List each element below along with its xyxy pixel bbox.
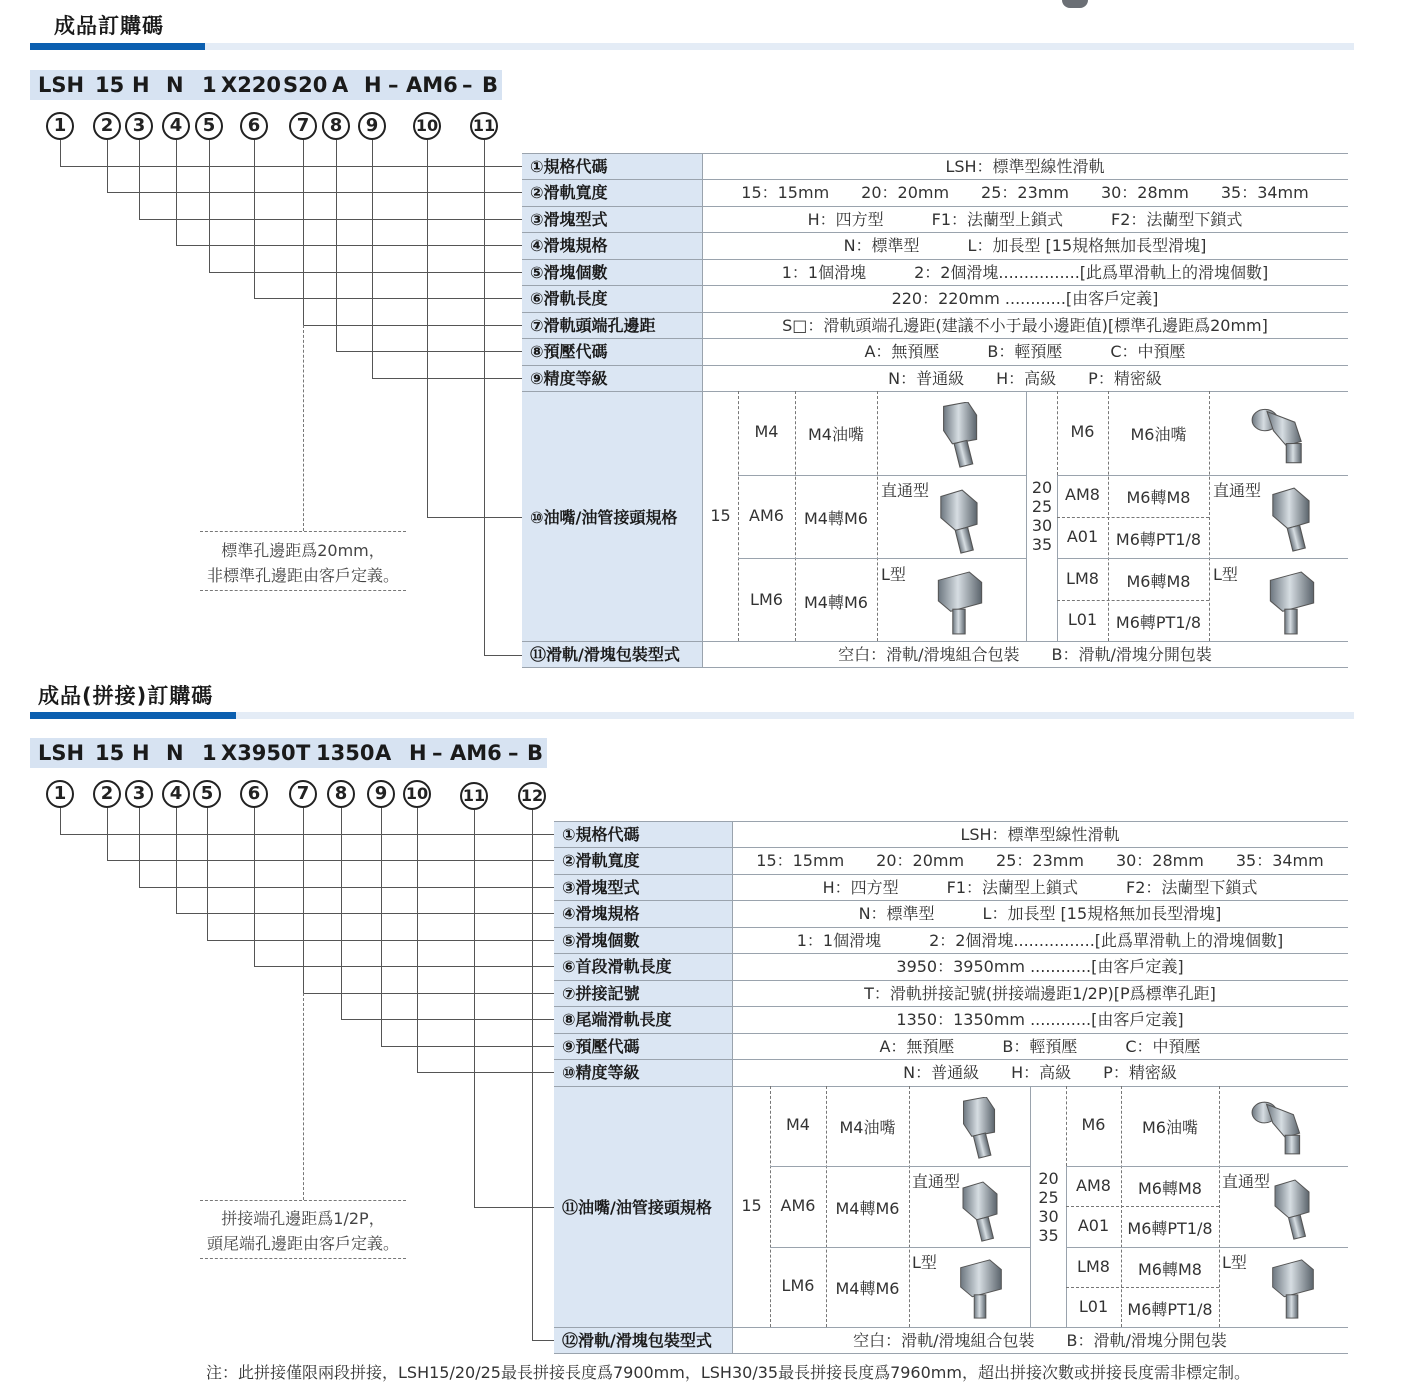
row-value: 空白：滑軌/滑塊組合包裝 B：滑軌/滑塊分開包裝 <box>853 1331 1227 1350</box>
code-part: – <box>508 741 519 765</box>
code-part: S20 <box>283 73 328 97</box>
code-part: AM6 <box>450 741 502 765</box>
nozzle-tag: 直通型 <box>1222 1172 1271 1191</box>
row-value: S□：滑軌頭端孔邊距(建議不小于最小邊距值)[標準孔邊距爲20mm] <box>782 316 1268 335</box>
section1-rule-accent <box>30 43 205 50</box>
angled-nipple-icon <box>1250 402 1314 468</box>
code-part: B <box>482 73 499 97</box>
nozzle-desc: M4轉M6 <box>835 1279 900 1298</box>
row-value: N：標準型 L：加長型 [15規格無加長型滑塊] <box>858 904 1222 923</box>
row-label: ④滑塊規格 <box>562 904 640 923</box>
row-label: ⑧尾端滑軌長度 <box>562 1010 672 1029</box>
code-circle: 2 <box>93 780 121 808</box>
nozzle-code: M6 <box>1070 422 1095 441</box>
code-circle: 5 <box>195 112 223 140</box>
nozzle-size: 25 <box>1038 1188 1059 1207</box>
row-label: ②滑軌寬度 <box>562 851 640 870</box>
code-circle: 6 <box>240 112 268 140</box>
row-value: N：標準型 L：加長型 [15規格無加長型滑塊] <box>843 236 1207 255</box>
angled-nipple-icon <box>1250 1095 1312 1159</box>
nozzle-code: L01 <box>1067 610 1098 629</box>
nozzle-size: 20 <box>1038 1169 1059 1188</box>
row-value: 3950：3950mm ............[由客戶定義] <box>896 957 1184 976</box>
code-circle: 8 <box>327 780 355 808</box>
row-value: 15：15mm 20：20mm 25：23mm 30：28mm 35：34mm <box>741 183 1309 202</box>
row-label: ⑤滑塊個數 <box>562 931 640 950</box>
code-circle: 9 <box>358 112 386 140</box>
code-circle: 1 <box>46 112 74 140</box>
code-part: X220 <box>221 73 282 97</box>
row-label: ②滑軌寬度 <box>530 183 608 202</box>
code-part: AM6 <box>406 73 458 97</box>
nozzle-desc: M6轉M8 <box>1126 488 1191 507</box>
section2-rule-accent <box>30 712 236 719</box>
straight-fitting-icon <box>1266 486 1318 552</box>
row-label: ⑪油嘴/油管接頭規格 <box>562 1198 712 1217</box>
l-fitting-icon <box>934 570 986 636</box>
note-rule-bottom <box>200 1258 406 1259</box>
straight-fitting-icon <box>934 488 986 554</box>
nozzle-desc: M6轉PT1/8 <box>1127 1219 1213 1238</box>
row-value: 220：220mm ............[由客戶定義] <box>891 289 1159 308</box>
code-part: T <box>296 741 311 765</box>
row-value: A：無預壓 B：輕預壓 C：中預壓 <box>864 342 1186 361</box>
grease-nipple-icon <box>954 1097 1002 1159</box>
code-part: H <box>132 73 150 97</box>
code-part: A <box>332 73 349 97</box>
row-label: ①規格代碼 <box>530 157 608 176</box>
nozzle-size: 35 <box>1031 535 1053 554</box>
code-part: H <box>132 741 150 765</box>
nozzle-desc: M4轉M6 <box>804 593 868 612</box>
row-label: ④滑塊規格 <box>530 236 608 255</box>
code-part: N <box>166 73 184 97</box>
row-value: H：四方型 F1：法蘭型上鎖式 F2：法蘭型下鎖式 <box>807 210 1243 229</box>
section1-note <box>190 538 416 588</box>
code-part: LSH <box>38 741 85 765</box>
nozzle-desc: M6轉M8 <box>1126 572 1191 591</box>
nozzle-size: 20 <box>1031 478 1053 497</box>
code-circle: 11 <box>470 112 498 140</box>
row-value: N：普通級 H：高級 P：精密級 <box>903 1063 1177 1082</box>
code-part: H <box>409 741 427 765</box>
code-circle: 4 <box>162 112 190 140</box>
nozzle-code: LM6 <box>750 590 783 609</box>
code-part: 1 <box>202 73 217 97</box>
nozzle-desc: M6轉PT1/8 <box>1115 530 1202 549</box>
nozzle-tag: L型 <box>1222 1253 1247 1272</box>
code-part: LSH <box>38 73 85 97</box>
nozzle-desc: M6油嘴 <box>1130 425 1187 444</box>
nozzle-code: LM8 <box>1066 569 1099 588</box>
row-value: A：無預壓 B：輕預壓 C：中預壓 <box>879 1037 1201 1056</box>
nozzle-code: LM6 <box>781 1276 815 1295</box>
nozzle-code: AM8 <box>1076 1176 1111 1195</box>
nozzle-code: M6 <box>1081 1115 1106 1134</box>
l-fitting-icon <box>1266 570 1318 636</box>
nozzle-tag: 直通型 <box>1213 481 1262 500</box>
nozzle-size: 30 <box>1031 516 1053 535</box>
code-circle: 11 <box>460 782 488 810</box>
nozzle-desc: M4油嘴 <box>808 425 864 444</box>
nozzle-desc: M4轉M6 <box>804 509 868 528</box>
code-part: 15 <box>95 741 125 765</box>
section1-rule <box>30 43 1354 50</box>
row-label: ⑨精度等級 <box>530 369 608 388</box>
code-part: 15 <box>95 73 125 97</box>
nozzle-tag: 直通型 <box>881 481 930 500</box>
code-circle: 7 <box>289 780 317 808</box>
code-circle: 10 <box>413 112 441 140</box>
row-label: ①規格代碼 <box>562 825 640 844</box>
code-circle: 1 <box>46 780 74 808</box>
row-label: ⑪滑軌/滑塊包裝型式 <box>530 645 680 664</box>
row-value: 15：15mm 20：20mm 25：23mm 30：28mm 35：34mm <box>756 851 1324 870</box>
nozzle-tag: L型 <box>912 1253 937 1272</box>
nozzle-code: L01 <box>1078 1297 1109 1316</box>
section2-title: 成品(拼接)訂購碼 <box>38 684 214 708</box>
section2-note <box>190 1206 416 1256</box>
code-part: 1 <box>202 741 217 765</box>
note-line: 拼接端孔邊距爲1/2P， <box>221 1209 385 1228</box>
nozzle-size: 15 <box>741 1196 762 1215</box>
row-label: ⑧預壓代碼 <box>530 342 608 361</box>
code-circle: 5 <box>193 780 221 808</box>
code-circle: 9 <box>367 780 395 808</box>
code-part: – <box>388 73 399 97</box>
note-line: 標準孔邊距爲20mm， <box>221 541 385 560</box>
note-line: 非標準孔邊距由客戶定義。 <box>206 566 399 585</box>
grease-nipple-icon <box>934 402 984 468</box>
row-value: 1350：1350mm ............[由客戶定義] <box>896 1010 1184 1029</box>
decorative-corner <box>1062 0 1088 8</box>
code-part: H <box>364 73 382 97</box>
nozzle-code: A01 <box>1077 1216 1110 1235</box>
nozzle-desc: M6轉PT1/8 <box>1115 613 1202 632</box>
nozzle-size-list <box>1031 1169 1066 1245</box>
code-circle: 6 <box>240 780 268 808</box>
row-value: H：四方型 F1：法蘭型上鎖式 F2：法蘭型下鎖式 <box>822 878 1258 897</box>
code-circle: 7 <box>289 112 317 140</box>
nozzle-code: M4 <box>786 1115 810 1134</box>
straight-fitting-icon <box>1268 1178 1318 1240</box>
nozzle-code: AM8 <box>1065 485 1100 504</box>
nozzle-size: 15 <box>710 506 731 525</box>
footnote: 注：此拼接僅限兩段拼接，LSH15/20/25最長拼接長度爲7900mm，LSH30/35最長拼接長度爲7960mm，超出拼接次數或拼接長度需非標定制。 <box>206 1363 1250 1382</box>
note-rule-top <box>200 1200 406 1201</box>
nozzle-size-list <box>1027 478 1057 554</box>
code-part: 1350 <box>316 741 375 765</box>
nozzle-code: LM8 <box>1077 1257 1110 1276</box>
nozzle-desc: M4轉M6 <box>835 1199 900 1218</box>
nozzle-desc: M6油嘴 <box>1142 1118 1198 1137</box>
row-value: 空白：滑軌/滑塊組合包裝 B：滑軌/滑塊分開包裝 <box>838 645 1212 664</box>
row-label: ⑨預壓代碼 <box>562 1037 640 1056</box>
row-value: N：普通級 H：高級 P：精密級 <box>888 369 1162 388</box>
nozzle-code: A01 <box>1066 527 1099 546</box>
row-label: ⑦拼接記號 <box>562 984 640 1003</box>
nozzle-desc: M6轉M8 <box>1138 1260 1202 1279</box>
nozzle-tag: L型 <box>1213 565 1238 584</box>
nozzle-code: M4 <box>754 422 779 441</box>
row-label: ③滑塊型式 <box>562 878 640 897</box>
row-label: ⑤滑塊個數 <box>530 263 608 282</box>
nozzle-desc: M4油嘴 <box>839 1118 896 1137</box>
nozzle-desc: M6轉M8 <box>1138 1179 1202 1198</box>
row-label: ⑥滑軌長度 <box>530 289 608 308</box>
row-label: ⑫滑軌/滑塊包裝型式 <box>562 1331 712 1350</box>
code-circle: 3 <box>125 112 153 140</box>
l-fitting-icon <box>1268 1258 1318 1320</box>
row-label: ⑦滑軌頭端孔邊距 <box>530 316 656 335</box>
row-value: T：滑軌拼接記號(拼接端邊距1/2P)[P爲標準孔距] <box>864 984 1216 1003</box>
row-label: ⑥首段滑軌長度 <box>562 957 672 976</box>
row-value: LSH：標準型線性滑軌 <box>960 825 1120 844</box>
note-line: 頭尾端孔邊距由客戶定義。 <box>206 1234 399 1253</box>
row-label: ③滑塊型式 <box>530 210 608 229</box>
row-value: 1：1個滑塊 2：2個滑塊................[此爲單滑軌上的滑塊個數] <box>781 263 1269 282</box>
code-circle: 12 <box>518 782 546 810</box>
nozzle-size: 25 <box>1031 497 1053 516</box>
row-label: ⑩精度等級 <box>562 1063 640 1082</box>
nozzle-desc: M6轉PT1/8 <box>1127 1300 1213 1319</box>
code-part: N <box>166 741 184 765</box>
code-circle: 3 <box>125 780 153 808</box>
nozzle-size: 35 <box>1038 1226 1059 1245</box>
code-circle: 2 <box>93 112 121 140</box>
section1-title: 成品訂購碼 <box>54 14 164 38</box>
nozzle-tag: L型 <box>881 565 906 584</box>
code-part: A <box>375 741 392 765</box>
note-rule-top <box>200 531 406 532</box>
code-part: B <box>527 741 544 765</box>
note-rule-bottom <box>200 590 406 591</box>
row-value: 1：1個滑塊 2：2個滑塊................[此爲單滑軌上的滑塊個數] <box>796 931 1284 950</box>
row-label: ⑩油嘴/油管接頭規格 <box>530 508 678 527</box>
code-circle: 10 <box>403 780 431 808</box>
code-circle: 8 <box>322 112 350 140</box>
code-circle: 4 <box>162 780 190 808</box>
code-part: – <box>462 73 473 97</box>
code-part: X3950 <box>221 741 296 765</box>
row-value: LSH：標準型線性滑軌 <box>945 157 1105 176</box>
code-part: – <box>432 741 443 765</box>
nozzle-size: 30 <box>1038 1207 1059 1226</box>
nozzle-code: AM6 <box>749 506 784 525</box>
straight-fitting-icon <box>956 1180 1006 1242</box>
l-fitting-icon <box>956 1258 1006 1320</box>
nozzle-code: AM6 <box>780 1196 816 1215</box>
nozzle-tag: 直通型 <box>912 1172 961 1191</box>
